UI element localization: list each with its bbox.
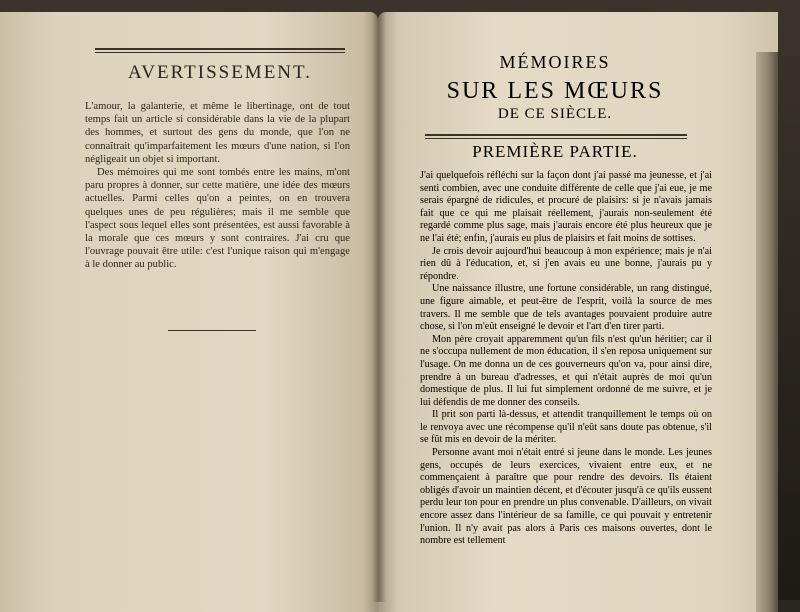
- chapter-paragraph: Mon père croyait apparemment qu'un fils n'est qu'un héritier; car il ne s'occupa nullement de mon éducation, il s'en reposa uniquement sur l'usage. On me donna un de ces gouverneurs qu'on va, pour ainsi dire, prendre à un bureau d'adresses, et qui n'était auprès de moi qu'un domestique de plus. Il lui fut simplement ordonné de me suivre, et je lui défendis de me donner des conseils.: [420, 333, 712, 408]
- chapter-paragraph: J'ai quelquefois réfléchi sur la façon dont j'ai passé ma jeunesse, et j'ai senti combien, avec une conduite différente de celle que j'ai eue, je me serais épargné de ridicules, et procuré de plaisirs: si je n'avais jamais fait que ce qui me plaisait réellement, j'aurais non-seulement été regardé comme plus sage, mais j'aurais encore été plus heureux que je ne l'ai été; enfin, j'aurais eu plus de plaisirs et fait moins de sottises.: [420, 170, 712, 244]
- chapter-paragraph: Je crois devoir aujourd'hui beaucoup à mon expérience; mais je n'ai rien dû à l'éducation, et, si j'en avais eu une bonne, j'aurais pu y répondre.: [420, 245, 712, 282]
- right-heading-rule: [425, 134, 687, 136]
- memoires-heading: MÉMOIRES: [499, 52, 611, 72]
- chapter-paragraph: Il prit son parti là-dessus, et attendit tranquillement le temps où on le renvoya avec une récompense qu'il n'eût sans doute pas obtenue, s'il se fût mis en devoir de la mériter.: [420, 409, 712, 446]
- avertissement-text: [85, 100, 350, 272]
- avertissement-paragraph: L'amour, la galanterie, et même le libertinage, ont de tout temps fait un article si considérable dans la vie de la plupart des hommes, et surtout des gens du monde, que l'on ne connaîtrait qu'imparfaitement les mœurs d'une nation, si l'on négligeait un objet si important.: [85, 101, 350, 165]
- book-spine: [372, 12, 386, 602]
- chapter-text: [420, 170, 712, 548]
- page-edge-stack: [756, 52, 778, 612]
- right-heading-rule-thin: [425, 138, 687, 139]
- avertissement-title: AVERTISSEMENT.: [128, 62, 312, 83]
- chapter-paragraph: Personne avant moi n'était entré si jeune dans le monde. Les jeunes gens, occupés de leurs exercices, vivaient entre eux, et ne commençaient à paraître que pour rendre des devoirs. Ils étaient obligés d'avoir un maintien décent, et d'écouter jusqu'à ce qu'ils eussent perdu leur ton pour en prendre un plus convenable. D'ailleurs, on vivait encore assez dans l'intérieur de sa famille, ce qui pouvait y entretenir l'union. Il n'y avait pas alors à Paris ces maisons ouvertes, dont le nombre est tellement: [420, 447, 712, 547]
- left-top-rule-thin: [95, 52, 345, 53]
- chapter-paragraph: Une naissance illustre, une fortune considérable, un rang distingué, une figure aimable, et peut-être de l'esprit, voilà la source de mes travers. Il me semble que de tels avantages pouvaient produire autre chose, si l'on m'eût enseigné le devoir et l'art d'en tirer parti.: [420, 283, 712, 333]
- sur-les-moeurs-heading: SUR LES MŒURS: [446, 78, 664, 104]
- left-bottom-rule: [168, 330, 256, 331]
- de-ce-siecle-heading: DE CE SIÈCLE.: [497, 106, 613, 122]
- left-top-rule: [95, 48, 345, 50]
- premiere-partie-title: PREMIÈRE PARTIE.: [472, 142, 638, 161]
- avertissement-paragraph: Des mémoires qui me sont tombés entre les mains, m'ont paru propres à donner, sur cette matière, une idée des mœurs actuelles. Parmi celles qu'on a peintes, on en trouvera quelques unes de peu régulières; mais il me semble que l'aspect sous lequel elles sont présentées, est aussi favorable à la morale que ces mœurs y sont contraires. J'ai cru que l'ouvrage pouvait être utile: c'est l'unique raison qui m'engage à le donner au public.: [85, 167, 350, 271]
- left-page: [0, 12, 378, 612]
